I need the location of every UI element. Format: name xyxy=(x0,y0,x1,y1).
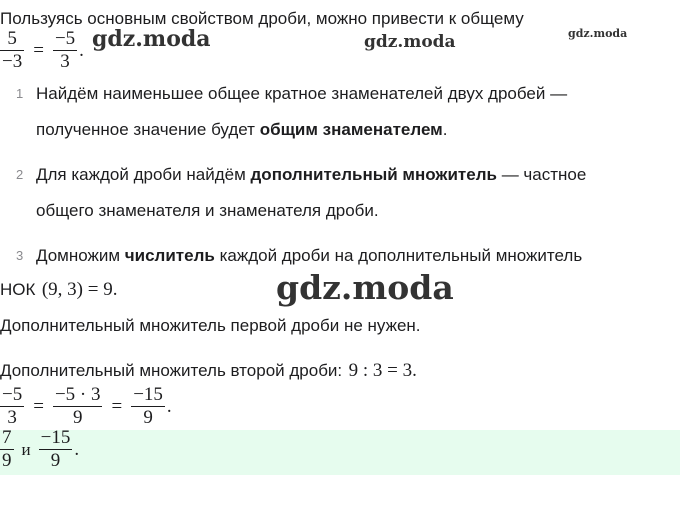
step-text: — частное xyxy=(496,165,587,184)
step-text: Для каждой дроби найдём xyxy=(36,165,251,184)
fraction-numerator: −5 · 3 xyxy=(54,384,101,405)
lcm-line xyxy=(0,279,117,301)
step-text: каждой дроби на дополнительный множитель xyxy=(214,246,583,265)
equals-sign: = xyxy=(33,39,44,61)
step-number: 3 xyxy=(16,248,24,263)
step-2-line-1 xyxy=(36,165,586,185)
fraction-numerator: −5 xyxy=(2,384,23,405)
fraction-denominator: 9 xyxy=(143,407,153,428)
intro-fraction-equation xyxy=(0,28,84,73)
second-multiplier-line xyxy=(0,360,417,382)
step-text: полученное значение будет xyxy=(36,120,260,139)
intro-left-fraction xyxy=(0,28,24,73)
step-2-line-2: общего знаменателя и знаменателя дроби. xyxy=(36,201,379,220)
calc-fraction-1 xyxy=(0,384,24,429)
watermark: gdz.moda xyxy=(364,32,456,52)
fraction-denominator: 9 xyxy=(2,450,12,471)
watermark: gdz.moda xyxy=(92,26,211,52)
answer-fractions xyxy=(0,427,79,472)
fraction-numerator: −15 xyxy=(133,384,163,405)
answer-fraction-2 xyxy=(39,427,73,472)
lcm-label: НОК xyxy=(0,280,36,299)
intro-text: Пользуясь основным свойством дроби, можно привести к общему xyxy=(0,9,524,28)
answer-highlight xyxy=(0,430,680,475)
fraction-numerator: 7 xyxy=(2,427,12,448)
step-bold-term: общим знаменателем xyxy=(259,120,443,139)
answer-conjunction: и xyxy=(21,439,31,459)
period: . xyxy=(79,39,84,61)
fraction-numerator: −15 xyxy=(40,427,71,448)
fraction-numerator: −5 xyxy=(54,28,76,49)
fraction-denominator: 9 xyxy=(50,450,61,471)
second-multiplier-text: Дополнительный множитель второй дроби: xyxy=(0,361,343,380)
second-multiplier-math: 9 : 3 = 3. xyxy=(348,360,417,381)
watermark: gdz.moda xyxy=(276,268,454,307)
step-number: 2 xyxy=(16,167,24,182)
calculation-equation xyxy=(0,384,172,429)
intro-right-fraction xyxy=(53,28,77,73)
calc-fraction-2 xyxy=(53,384,103,429)
step-bold-term: дополнительный множитель xyxy=(250,165,497,184)
step-text: . xyxy=(442,120,448,139)
lcm-math: (9, 3) = 9. xyxy=(41,279,118,300)
fraction-denominator: −3 xyxy=(2,51,23,72)
step-number: 1 xyxy=(16,86,24,101)
step-1-line-2 xyxy=(36,120,448,140)
answer-fraction-1 xyxy=(0,427,14,472)
fraction-denominator: 9 xyxy=(72,407,83,428)
equals-sign: = xyxy=(33,395,44,417)
step-1-line-1: Найдём наименьшее общее кратное знаменателей двух дробей — xyxy=(36,84,568,103)
equals-sign: = xyxy=(111,395,123,417)
watermark: gdz.moda xyxy=(568,27,628,40)
fraction-denominator: 3 xyxy=(60,51,70,72)
period: . xyxy=(74,438,80,460)
step-bold-term: числитель xyxy=(124,246,215,265)
first-multiplier-text: Дополнительный множитель первой дроби не нужен. xyxy=(0,316,421,335)
period: . xyxy=(166,395,172,417)
fraction-numerator: 5 xyxy=(0,28,24,51)
fraction-denominator: 3 xyxy=(7,407,17,428)
calc-fraction-3 xyxy=(131,384,165,429)
step-text: Домножим xyxy=(36,246,125,265)
step-3-line-1 xyxy=(36,246,582,266)
